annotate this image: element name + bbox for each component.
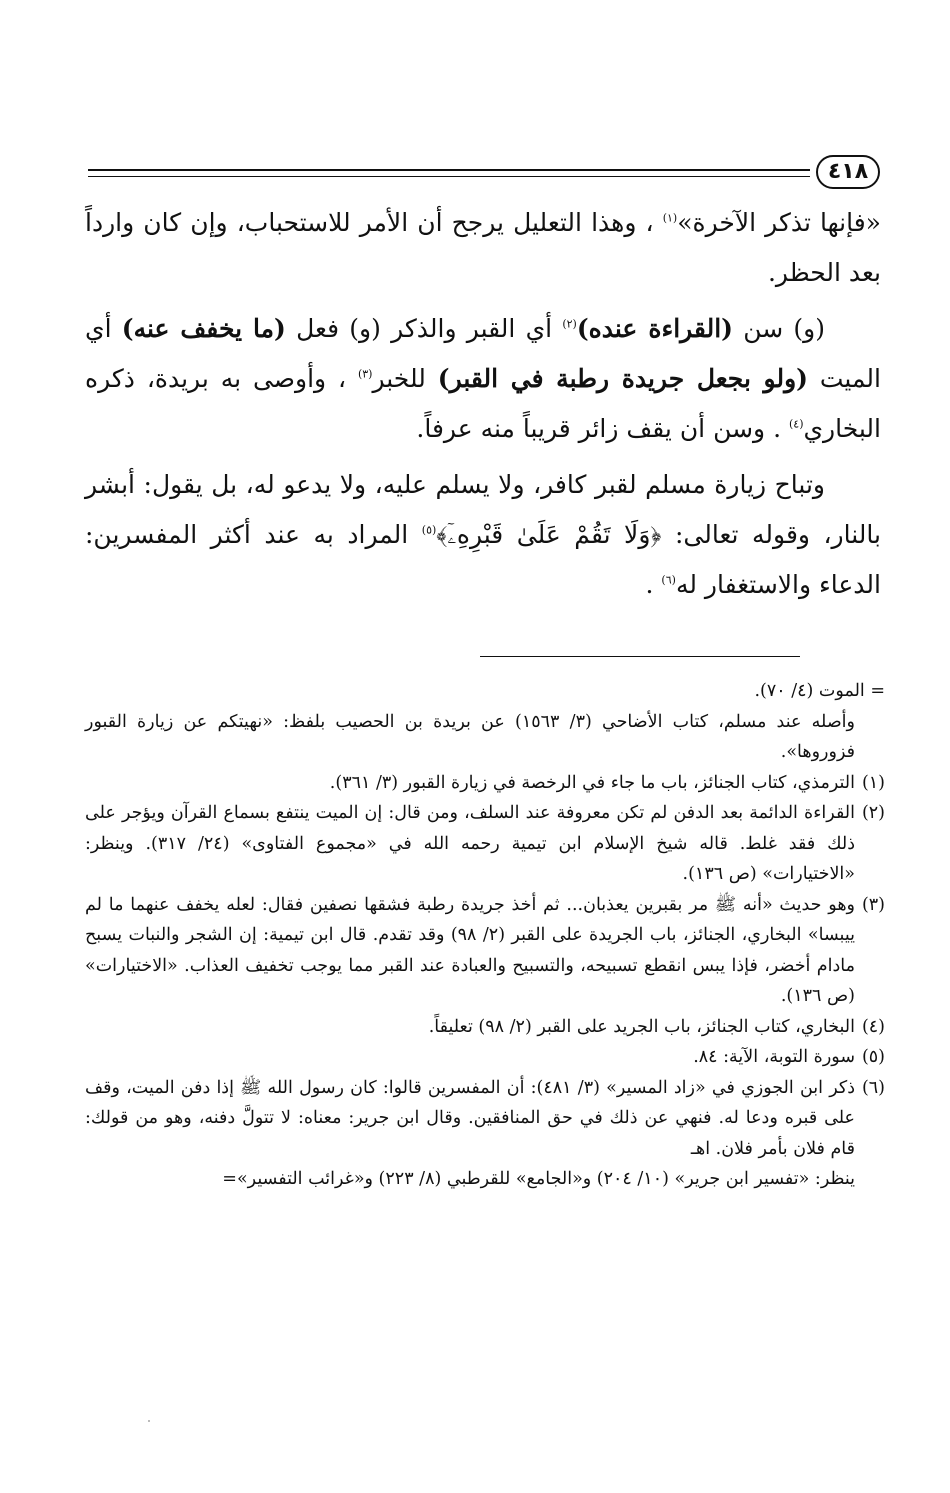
footnote-1 (85, 768, 885, 799)
footnote-number: (٢) (861, 803, 885, 823)
footnote-ref: (٦) (661, 573, 676, 587)
matn-text: (ولو بجعل جريدة رطبة في القبر) (437, 364, 808, 393)
footnote-text: سورة التوبة، الآية: ٨٤. (693, 1047, 855, 1067)
footnote-continuation: = الموت (٤/ ٧٠). (754, 681, 885, 701)
footnote-3 (85, 890, 885, 1012)
text: المراد به عند أكثر المفسرين: الدعاء والاستغفار له (85, 520, 881, 599)
footnote-text: البخاري، كتاب الجنائز، باب الجريد على القبر (٢/ ٩٨) تعليقاً. (428, 1016, 855, 1037)
footnote-number: (٣) (861, 894, 885, 915)
footnote-ref: (٢) (562, 317, 577, 331)
footnote-number: (٥) (861, 1047, 885, 1067)
paragraph-2 (85, 304, 881, 454)
page-number: ٤١٨ (816, 155, 880, 189)
footnotes (85, 676, 885, 1195)
footnote-5 (85, 1042, 885, 1073)
matn-text: (القراءة عنده) (576, 314, 733, 343)
scan-speck (148, 1420, 150, 1422)
text: . وسن أن يقف زائر قريباً منه عرفاً. (416, 414, 789, 443)
footnote-number: (٦) (861, 1077, 885, 1098)
text: ، وأوصى به بريدة، ذكره البخاري (85, 364, 881, 443)
footnote-ref: (٥) (421, 523, 437, 537)
text: أي الميت (85, 314, 881, 393)
footnote-4 (85, 1012, 885, 1043)
footnote-number: (٤) (861, 1016, 885, 1037)
footnote-continuation: وأصله عند مسلم، كتاب الأضاحي (٣/ ١٥٦٣) عن بريدة بن الحصيب بلفظ: «نهيتكم عن زيارة القبور فزوروها». (85, 711, 855, 762)
paragraph-3 (85, 460, 881, 610)
text: أي القبر والذكر (و) فعل (285, 314, 563, 343)
footnote-ref: (٣) (357, 367, 373, 381)
footnote-2 (85, 798, 885, 890)
footnote-ref: (١) (662, 211, 678, 225)
text: . (645, 570, 662, 599)
matn-text: (ما يخفف عنه) (121, 314, 286, 343)
header-rule-thin (88, 176, 810, 177)
footnote-number: (١) (861, 772, 885, 793)
text: وتباح زيارة مسلم لقبر كافر، ولا يسلم عليه، ولا يدعو له، بل يقول: أبشر بالنار، وقوله تعالى: (85, 470, 881, 549)
footnote-text: وهو حديث «أنه ﷺ مر بقبرين يعذبان... ثم أخذ جريدة رطبة فشقها نصفين فقال: لعله يخفف عنهما ما لم ييبسا» البخاري، الجنائز، باب الجريدة على القبر (٢/ ٩٨) وقد تقدم. قال ابن تيمية: إن الشجر والنبات يسبح مادام أخضر، فإذا يبس انقطع تسبيحه، والتسبيح والعبادة عند القبر مما يوجب تخفيف العذاب. «الاختيارات» (ص ١٣٦). (85, 894, 855, 1006)
text: للخبر (372, 364, 438, 393)
footnote-ref: (٤) (788, 417, 804, 431)
footnote-separator (480, 656, 800, 657)
quote: «فإنها تذكر الآخرة» (677, 208, 881, 237)
page-header (88, 153, 880, 193)
footnote-text: القراءة الدائمة بعد الدفن لم تكن معروفة عند السلف، ومن قال: إن الميت ينتفع بسماع القرآن ويؤجر على ذلك فقد غلط. قاله شيخ الإسلام ابن تيمية رحمه الله في «مجموع الفتاوى» (٢٤/ ٣١٧). وينظر: «الاختيارات» (ص ١٣٦). (85, 803, 855, 884)
footnote-text: الترمذي، كتاب الجنائز، باب ما جاء في الرخصة في زيارة القبور (٣/ ٣٦١). (329, 772, 855, 793)
paragraph-1 (85, 198, 881, 298)
main-text (85, 198, 881, 610)
footnote-6 (85, 1073, 885, 1165)
footnote-continuation: ينظر: «تفسير ابن جرير» (١٠/ ٢٠٤) و«الجامع» للقرطبي (٨/ ٢٢٣) و«غرائب التفسير»= (222, 1169, 855, 1189)
quran-verse: ﴿وَلَا تَقُمْ عَلَىٰ قَبْرِهِۦٓ﴾ (436, 520, 662, 549)
footnote-text: ذكر ابن الجوزي في «زاد المسير» (٣/ ٤٨١): أن المفسرين قالوا: كان رسول الله ﷺ إذا دفن الميت، وقف على قبره ودعا له. فنهي عن ذلك في حق المنافقين. وقال ابن جرير: معناه: لا تتولَّ دفنه، وهو من قولك: قام فلان بأمر فلان. اهـ (85, 1077, 855, 1159)
text: ، وهذا التعليل يرجح أن الأمر للاستحباب، وإن كان وارداً بعد الحظر. (85, 208, 881, 287)
header-rule (88, 169, 810, 171)
text: (و) سن (732, 314, 826, 343)
